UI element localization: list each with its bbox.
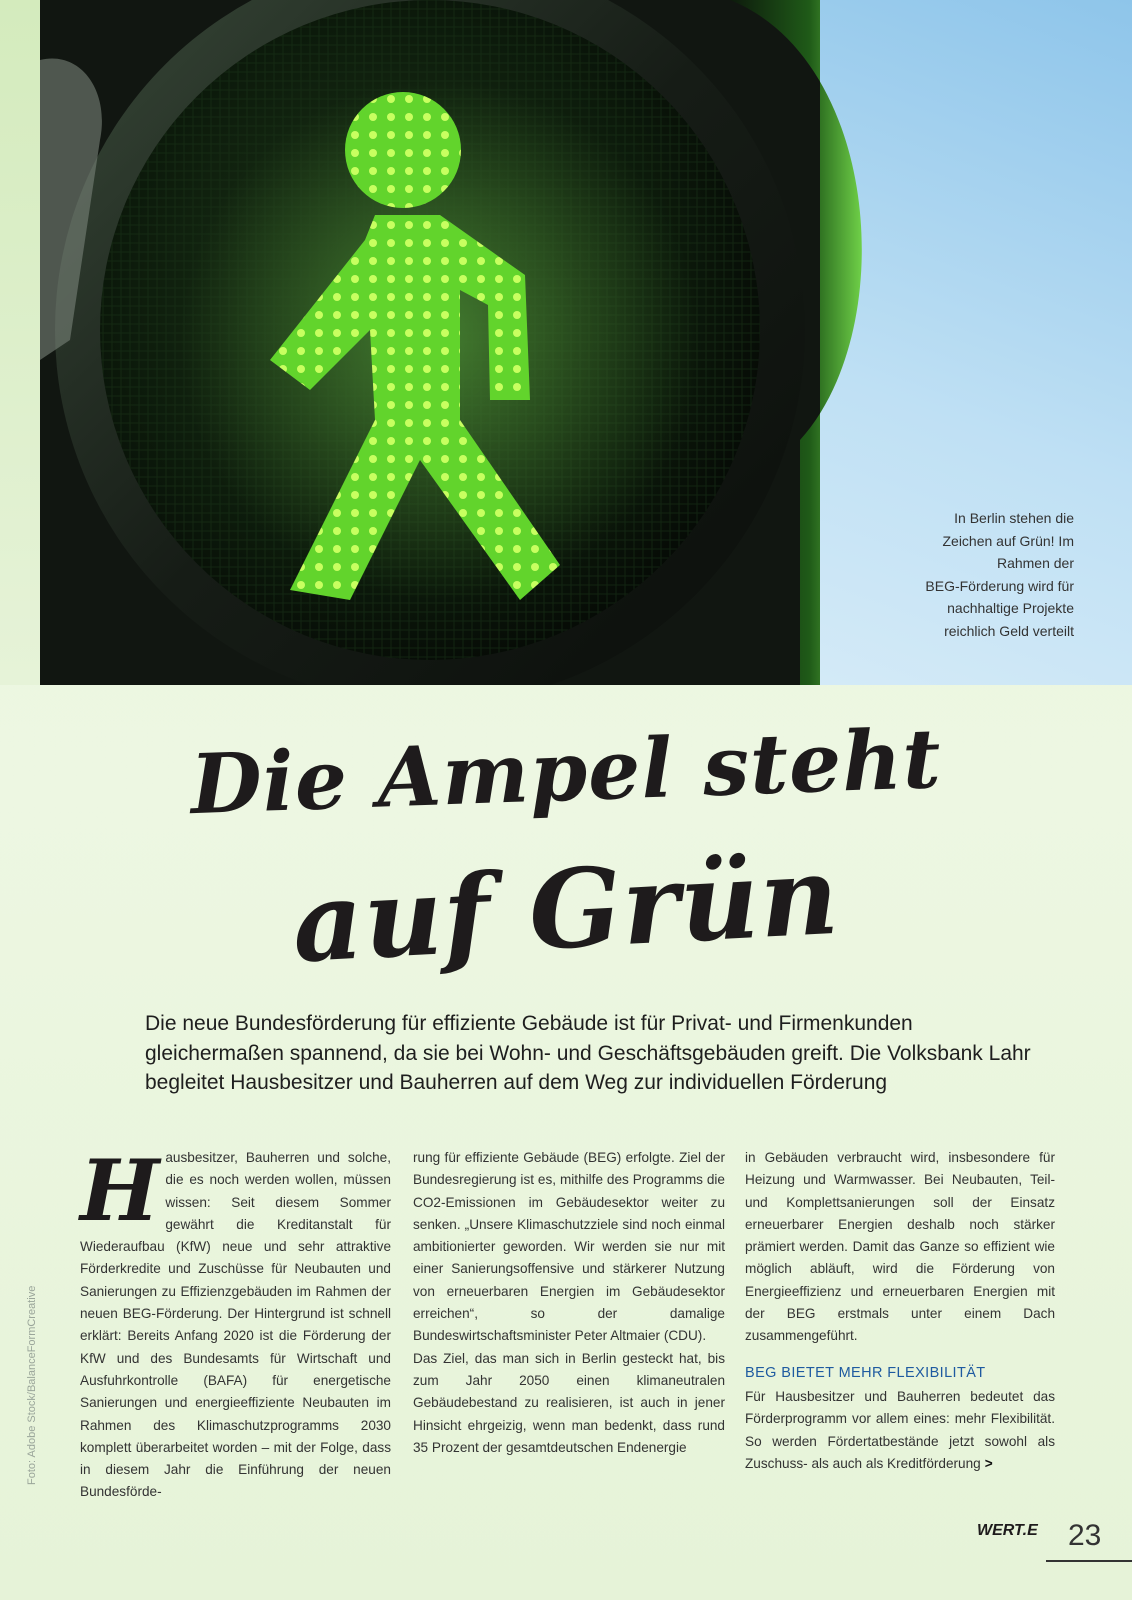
headline-line-1: Die Ampel steht: [188, 710, 944, 834]
magazine-brand: WERT.E: [977, 1522, 1038, 1539]
column-2-paragraph-2: Das Ziel, das man sich in Berlin gesteckt hat, bis zum Jahr 2050 einen klimaneutralen Gebäudebestand zu realisieren, ist auch in jener Hinsicht ehrgeizig, wenn man bedenkt, dass rund 35 Prozent der gesamtdeutschen Endenergie: [413, 1350, 725, 1455]
column-3-text: Für Hausbesitzer und Bauherren bedeutet das Förderprogramm vor allem eines: mehr Flexibilität. So werden Fördertatbestände jetzt sowohl als Zuschuss- als auch als Kreditförderung: [745, 1388, 1055, 1471]
column-1-paragraph: [80, 1141, 391, 1504]
headline-line-2: auf Grün: [289, 832, 843, 988]
hero-photo: [40, 0, 1132, 685]
lead-paragraph: Die neue Bundesförderung für effiziente Gebäude ist für Privat- und Firmenkunden gleichermaßen spannend, da sie bei Wohn- und Geschäftsgebäuden greift. Die Volksbank Lahr begleitet Hausbesitzer und Bauherren auf dem Weg zur individuellen Förderung: [145, 1012, 1031, 1094]
section-subheading: BEG BIETET MEHR FLEXIBILITÄT: [745, 1364, 986, 1381]
column-2-paragraph-1: rung für effiziente Gebäude (BEG) erfolgte. Ziel der Bundesregierung ist es, mithilfe des Programms die CO2-Emissionen im Gebäudesektor weiter zu senken. „Unsere Klimaschutzziele sind noch einmal ambitionierter geworden. Wir werden sie nur mit einer Sanierungsoffensive und stärkerer Nutzung von erneuerbaren Energien im Gebäudesektor erreichen“, so der damalige Bundeswirtschaftsminister Peter Altmaier (CDU).: [413, 1150, 725, 1344]
column-3-paragraph-2: [745, 1386, 1055, 1475]
photo-caption: In Berlin stehen die Zeichen auf Grün! Im Rahmen der BEG-Förderung wird für nachhaltige Projekte reichlich Geld verteilt: [925, 510, 1074, 639]
page-number: 23: [1068, 1519, 1102, 1552]
article-column-3: [745, 1147, 1055, 1475]
article-column-2: [413, 1147, 725, 1459]
continue-arrow-icon[interactable]: >: [984, 1455, 993, 1471]
article-column-1: [80, 1141, 391, 1504]
column-3-paragraph-1: in Gebäuden verbraucht wird, insbesondere für Heizung und Warmwasser. Bei Neubauten, Teil- und Komplettsanierungen soll der Einsatz erneuerbarer Energien deshalb noch stärker prämiert werden. Damit das Ganze so effizient wie möglich abläuft, wird die Förderung von Energieeffizienz und erneuerbaren Energien mit der BEG erstmals unter einem Dach zusammengeführt.: [745, 1150, 1055, 1344]
left-color-strip: [0, 0, 40, 685]
photo-credit: Foto: Adobe Stock/BalanceFormCreative: [26, 1285, 38, 1485]
footer-rule: [1046, 1560, 1132, 1562]
column-1-text: ausbesitzer, Bauherren und solche, die es noch werden wollen, müssen wissen: Seit diesem Sommer gewährt die Kreditanstalt für Wiederaufbau (KfW) neue und sehr attraktive Förderkredite und Zuschüsse für Neubauten und Sanierungen zu Effizienzgebäuden im Rahmen der neuen BEG-Förderung. Der Hintergrund ist schnell erklärt: Bereits Anfang 2020 ist die Förderung der KfW und des Bundesamts für Wirtschaft und Ausfuhrkontrolle (BAFA) für energetische Sanierungen und energieeffiziente Neubauten im Rahmen des Klimaschutzprogramms 2030 komplett überarbeitet worden – mit der Folge, dass in diesem Jahr die Einführung der neuen Bundesförde-: [80, 1150, 391, 1500]
drop-cap: H: [80, 1141, 160, 1240]
